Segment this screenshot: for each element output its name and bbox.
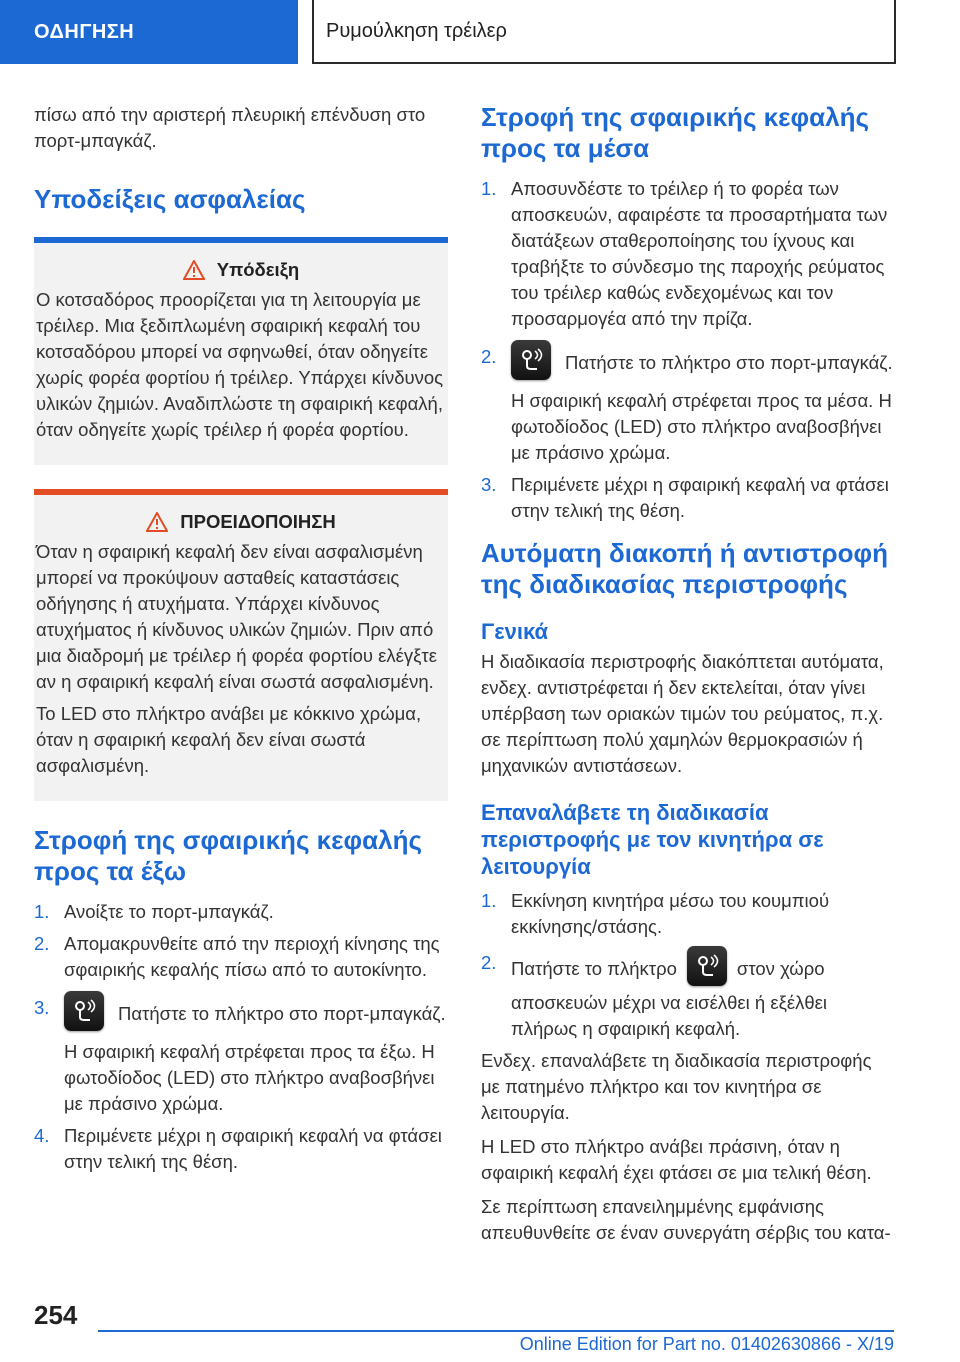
warning-title: ΠΡΟΕΙΔΟΠΟΙΗΣΗ: [180, 511, 336, 532]
step-text-pre: Πατήστε το πλήκτρο: [511, 957, 677, 979]
list-item: [481, 950, 895, 1042]
left-column: [34, 102, 448, 1189]
swing-out-steps: [34, 899, 448, 1175]
list-item: [34, 995, 448, 1117]
step-number: 2.: [481, 952, 497, 973]
repeat-steps: [481, 888, 895, 1042]
step-text: Πατήστε το πλήκτρο στο πορτ-μπαγκάζ.: [565, 351, 893, 373]
general-text: Η διαδικασία περιστροφής διακόπτεται αυτόματα, ενδεχ. αντιστρέφεται ή δεν εκτελείται, όταν γίνει υπέρβαση των οριακών τιμών του ρεύματος, π.χ. σε περίπτωση πολύ χαμηλών θερμοκρασιών ή μηχανικών αντιστάσεων.: [481, 651, 884, 776]
step-text: Εκκίνηση κινητήρα μέσω του κουμπιού εκκίνησης/στάσης.: [511, 890, 830, 937]
repeat-heading: Επαναλάβετε τη διαδικασία περιστροφής με τον κινητήρα σε λειτουργία: [481, 800, 824, 879]
step-number: 3.: [481, 474, 497, 495]
step-number: 4.: [34, 1125, 50, 1146]
step-number: 1.: [481, 890, 497, 911]
repeat-note-1: Ενδεχ. επαναλάβετε τη διαδικασία περιστροφής με πατημένο πλήκτρο και τον κινητήρα σε λειτουργία.: [481, 1050, 872, 1123]
list-item: [34, 931, 448, 983]
list-item: [34, 1123, 448, 1175]
warning-triangle-icon: [183, 260, 205, 280]
step-number: 1.: [481, 178, 497, 199]
step-text: Περιμένετε μέχρι η σφαιρική κεφαλή να φτάσει στην τελική της θέση.: [511, 474, 889, 521]
step-number: 2.: [481, 346, 497, 367]
swing-in-steps: [481, 176, 895, 524]
general-heading: Γενικά: [481, 619, 549, 644]
step-number: 2.: [34, 933, 50, 954]
intro-text: πίσω από την αριστερή πλευρική επένδυση στο πορτ-μπαγκάζ.: [34, 104, 426, 151]
hint-title: Υπόδειξη: [216, 259, 300, 280]
step-text: Περιμένετε μέχρι η σφαιρική κεφαλή να φτάσει στην τελική της θέση.: [64, 1125, 442, 1172]
step-subtext: Η σφαιρική κεφαλή στρέφεται προς τα έξω. Η φωτοδίοδος (LED) στο πλήκτρο αναβοσβήνει με πράσινο χρώμα.: [64, 1041, 435, 1114]
warning-title-row: [34, 511, 448, 533]
hint-callout: [34, 237, 448, 465]
swing-in-heading: Στροφή της σφαιρικής κεφαλής προς τα μέσα: [481, 102, 869, 163]
step-text-post: στον χώρο αποσκευών μέχρι να εισέλθει ή εξέλθει πλήρως η σφαιρική κεφαλή.: [511, 957, 827, 1039]
list-item: [481, 888, 895, 940]
step-text: Ανοίξτε το πορτ-μπαγκάζ.: [64, 901, 274, 922]
tow-hitch-button-icon: [687, 946, 727, 986]
chapter-title: Ρυμούλκηση τρέιλερ: [312, 0, 896, 64]
list-item: [34, 899, 448, 925]
footer-divider: [98, 1330, 894, 1332]
section-tab: ΟΔΗΓΗΣΗ: [0, 0, 298, 64]
list-item: [481, 176, 895, 332]
tow-hitch-button-icon: [511, 340, 551, 380]
list-item: [481, 344, 895, 466]
list-item: [481, 472, 895, 524]
warning-text-1: Όταν η σφαιρική κεφαλή δεν είναι ασφαλισμένη μπορεί να προκύψουν ασταθείς καταστάσεις οδήγησης ή ατυχήματα. Υπάρχει κίνδυνος ατυχήματος ή κίνδυνος υλικών ζημιών. Πριν από μια διαδρομή με τρέιλερ ή φορέα φορτίου ελέγξτε αν η σφαιρική κεφαλή είναι σωστά ασφαλισμένη.: [36, 541, 437, 692]
edition-text: Online Edition for Part no. 01402630866 - X/19: [519, 1334, 894, 1354]
warning-triangle-icon: [146, 512, 168, 532]
right-column: [481, 102, 895, 1254]
swing-out-heading: Στροφή της σφαιρικής κεφαλής προς τα έξω: [34, 825, 422, 886]
warning-text-2: Το LED στο πλήκτρο ανάβει με κόκκινο χρώμα, όταν η σφαιρική κεφαλή δεν είναι σωστά ασφαλισμένη.: [36, 703, 422, 776]
warning-callout: [34, 489, 448, 801]
tow-hitch-button-icon: [64, 991, 104, 1031]
step-number: 3.: [34, 997, 50, 1018]
hint-text: Ο κοτσαδόρος προορίζεται για τη λειτουργία με τρέιλερ. Μια ξεδιπλωμένη σφαιρική κεφαλή του κοτσαδόρου μπορεί να σφηνωθεί, όταν οδηγείτε χωρίς φορέα φορτίου ή τρέιλερ. Υπάρχει κίνδυνος υλικών ζημιών. Αναδιπλώστε τη σφαιρική κεφαλή, όταν οδηγείτε χωρίς τρέιλερ ή φορέα φορτίου.: [36, 289, 444, 440]
auto-stop-heading: Αυτόματη διακοπή ή αντιστροφή της διαδικασίας περιστροφής: [481, 538, 888, 599]
step-text: Απομακρυνθείτε από την περιοχή κίνησης της σφαιρικής κεφαλής πίσω από το αυτοκίνητο.: [64, 933, 440, 980]
page-number: 254: [34, 1300, 78, 1330]
safety-heading: Υποδείξεις ασφαλείας: [34, 184, 306, 214]
step-text: Αποσυνδέστε το τρέιλερ ή το φορέα των αποσκευών, αφαιρέστε τα προσαρτήματα των διατάξεων σταθεροποίησης του ίχνους και τραβήξτε το σύνδεσμο της παροχής ρεύματος του τρέιλερ καθώς ενδεχομένως και τον προσαρμογέα από την πρίζα.: [511, 178, 888, 329]
hint-title-row: [34, 259, 448, 281]
repeat-note-3: Σε περίπτωση επανειλημμένης εμφάνισης απευθυνθείτε σε έναν συνεργάτη σέρβις του κατα-: [481, 1196, 891, 1243]
step-subtext: Η σφαιρική κεφαλή στρέφεται προς τα μέσα. Η φωτοδίοδος (LED) στο πλήκτρο αναβοσβήνει με πράσινο χρώμα.: [511, 390, 892, 463]
step-number: 1.: [34, 901, 50, 922]
repeat-note-2: Η LED στο πλήκτρο ανάβει πράσινη, όταν η σφαιρική κεφαλή έχει φτάσει σε μια τελική θέση.: [481, 1136, 872, 1183]
step-text: Πατήστε το πλήκτρο στο πορτ-μπαγκάζ.: [118, 1002, 446, 1024]
